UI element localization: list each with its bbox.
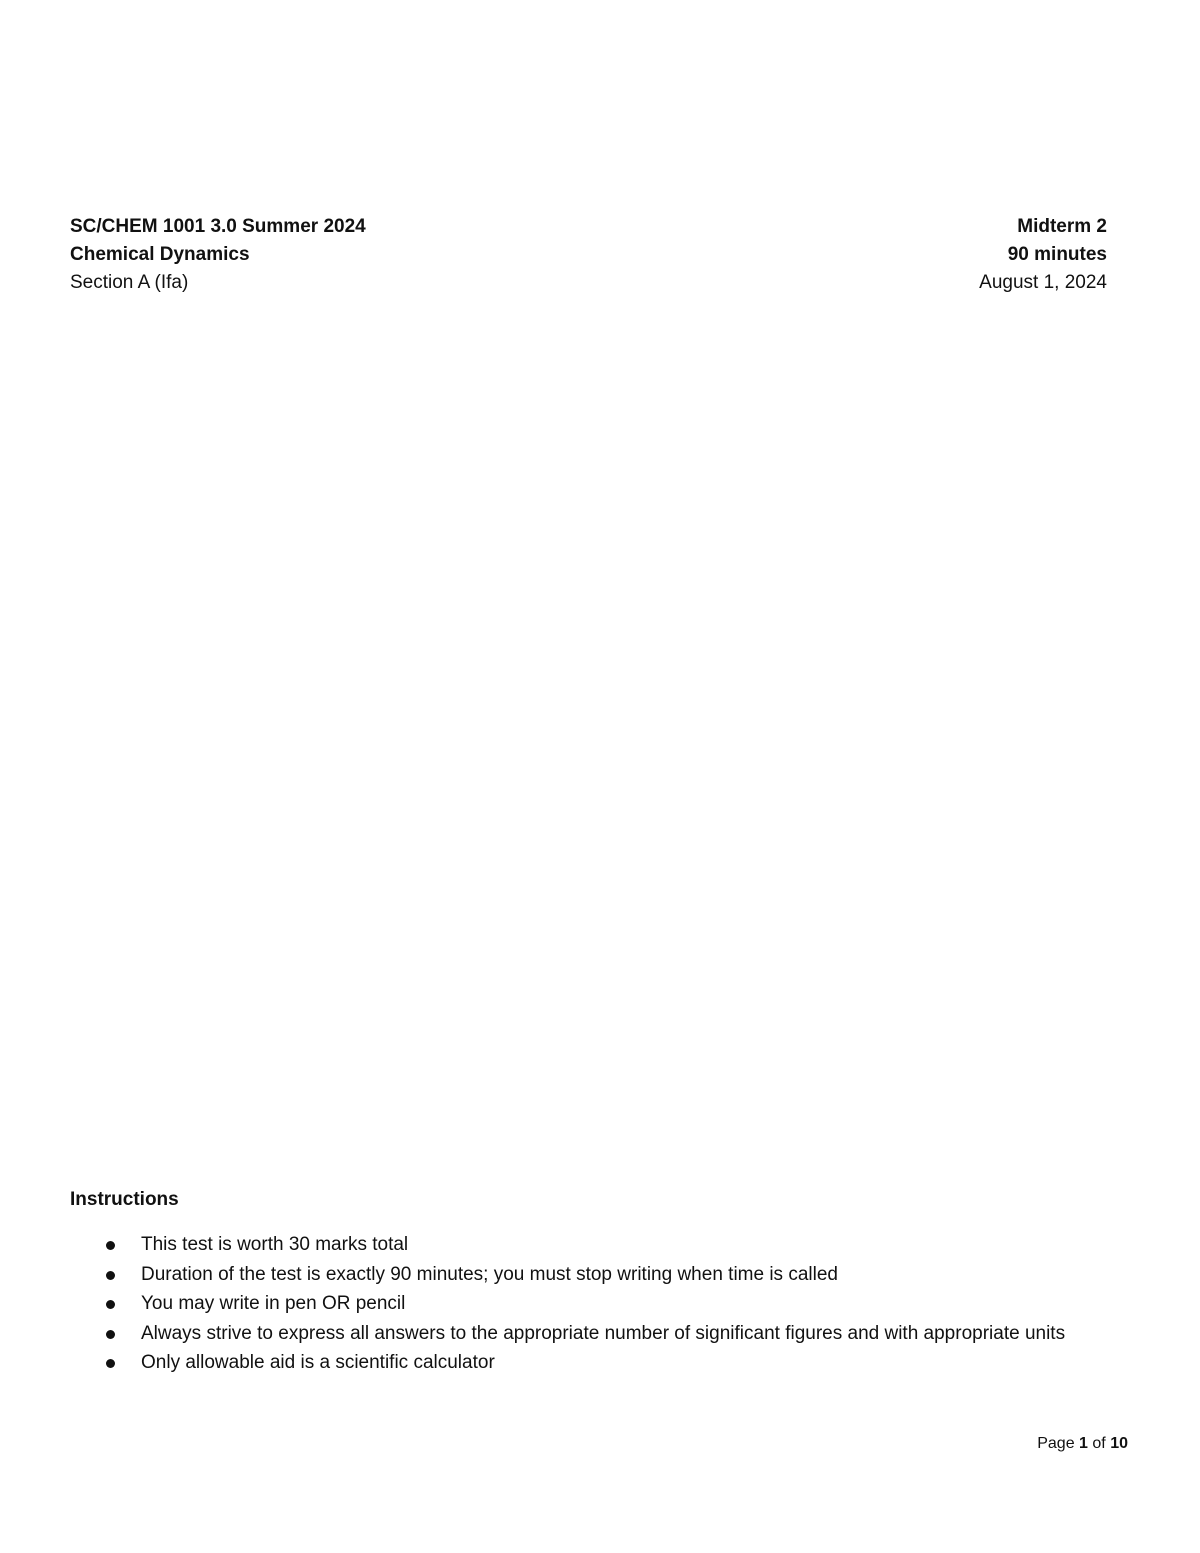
course-section: Section A (Ifa) <box>70 272 189 293</box>
exam-title: Midterm 2 <box>1017 216 1107 237</box>
exam-date: August 1, 2024 <box>979 272 1107 293</box>
list-item <box>70 1319 1070 1349</box>
bullet-icon <box>106 1330 115 1339</box>
instruction-text: Duration of the test is exactly 90 minutes; you must stop writing when time is called <box>141 1263 838 1285</box>
bullet-icon <box>106 1271 115 1280</box>
list-item <box>70 1289 1070 1319</box>
page-total: 10 <box>1110 1435 1128 1452</box>
page-current: 1 <box>1079 1435 1088 1452</box>
exam-info <box>979 213 1107 297</box>
page-label: Page <box>1037 1435 1075 1452</box>
bullet-icon <box>106 1241 115 1250</box>
page-number <box>1037 1432 1128 1456</box>
instructions-list <box>70 1230 1070 1378</box>
instruction-text: Only allowable aid is a scientific calculator <box>141 1352 495 1373</box>
list-item <box>70 1260 1070 1290</box>
list-item <box>70 1230 1070 1260</box>
instructions-heading: Instructions <box>70 1189 179 1210</box>
instruction-text: Always strive to express all answers to the appropriate number of significant figures and with appropriate units <box>141 1322 1066 1344</box>
instructions-section <box>70 1186 1070 1378</box>
bullet-icon <box>106 1300 115 1309</box>
instruction-text: This test is worth 30 marks total <box>141 1234 409 1255</box>
list-item <box>70 1348 1070 1378</box>
of-label: of <box>1092 1435 1106 1452</box>
course-info <box>70 213 366 297</box>
exam-duration: 90 minutes <box>1007 244 1107 265</box>
course-subject: Chemical Dynamics <box>70 244 250 265</box>
instruction-text: You may write in pen OR pencil <box>141 1293 406 1314</box>
course-code: SC/CHEM 1001 3.0 Summer 2024 <box>70 216 366 237</box>
bullet-icon <box>106 1359 115 1368</box>
